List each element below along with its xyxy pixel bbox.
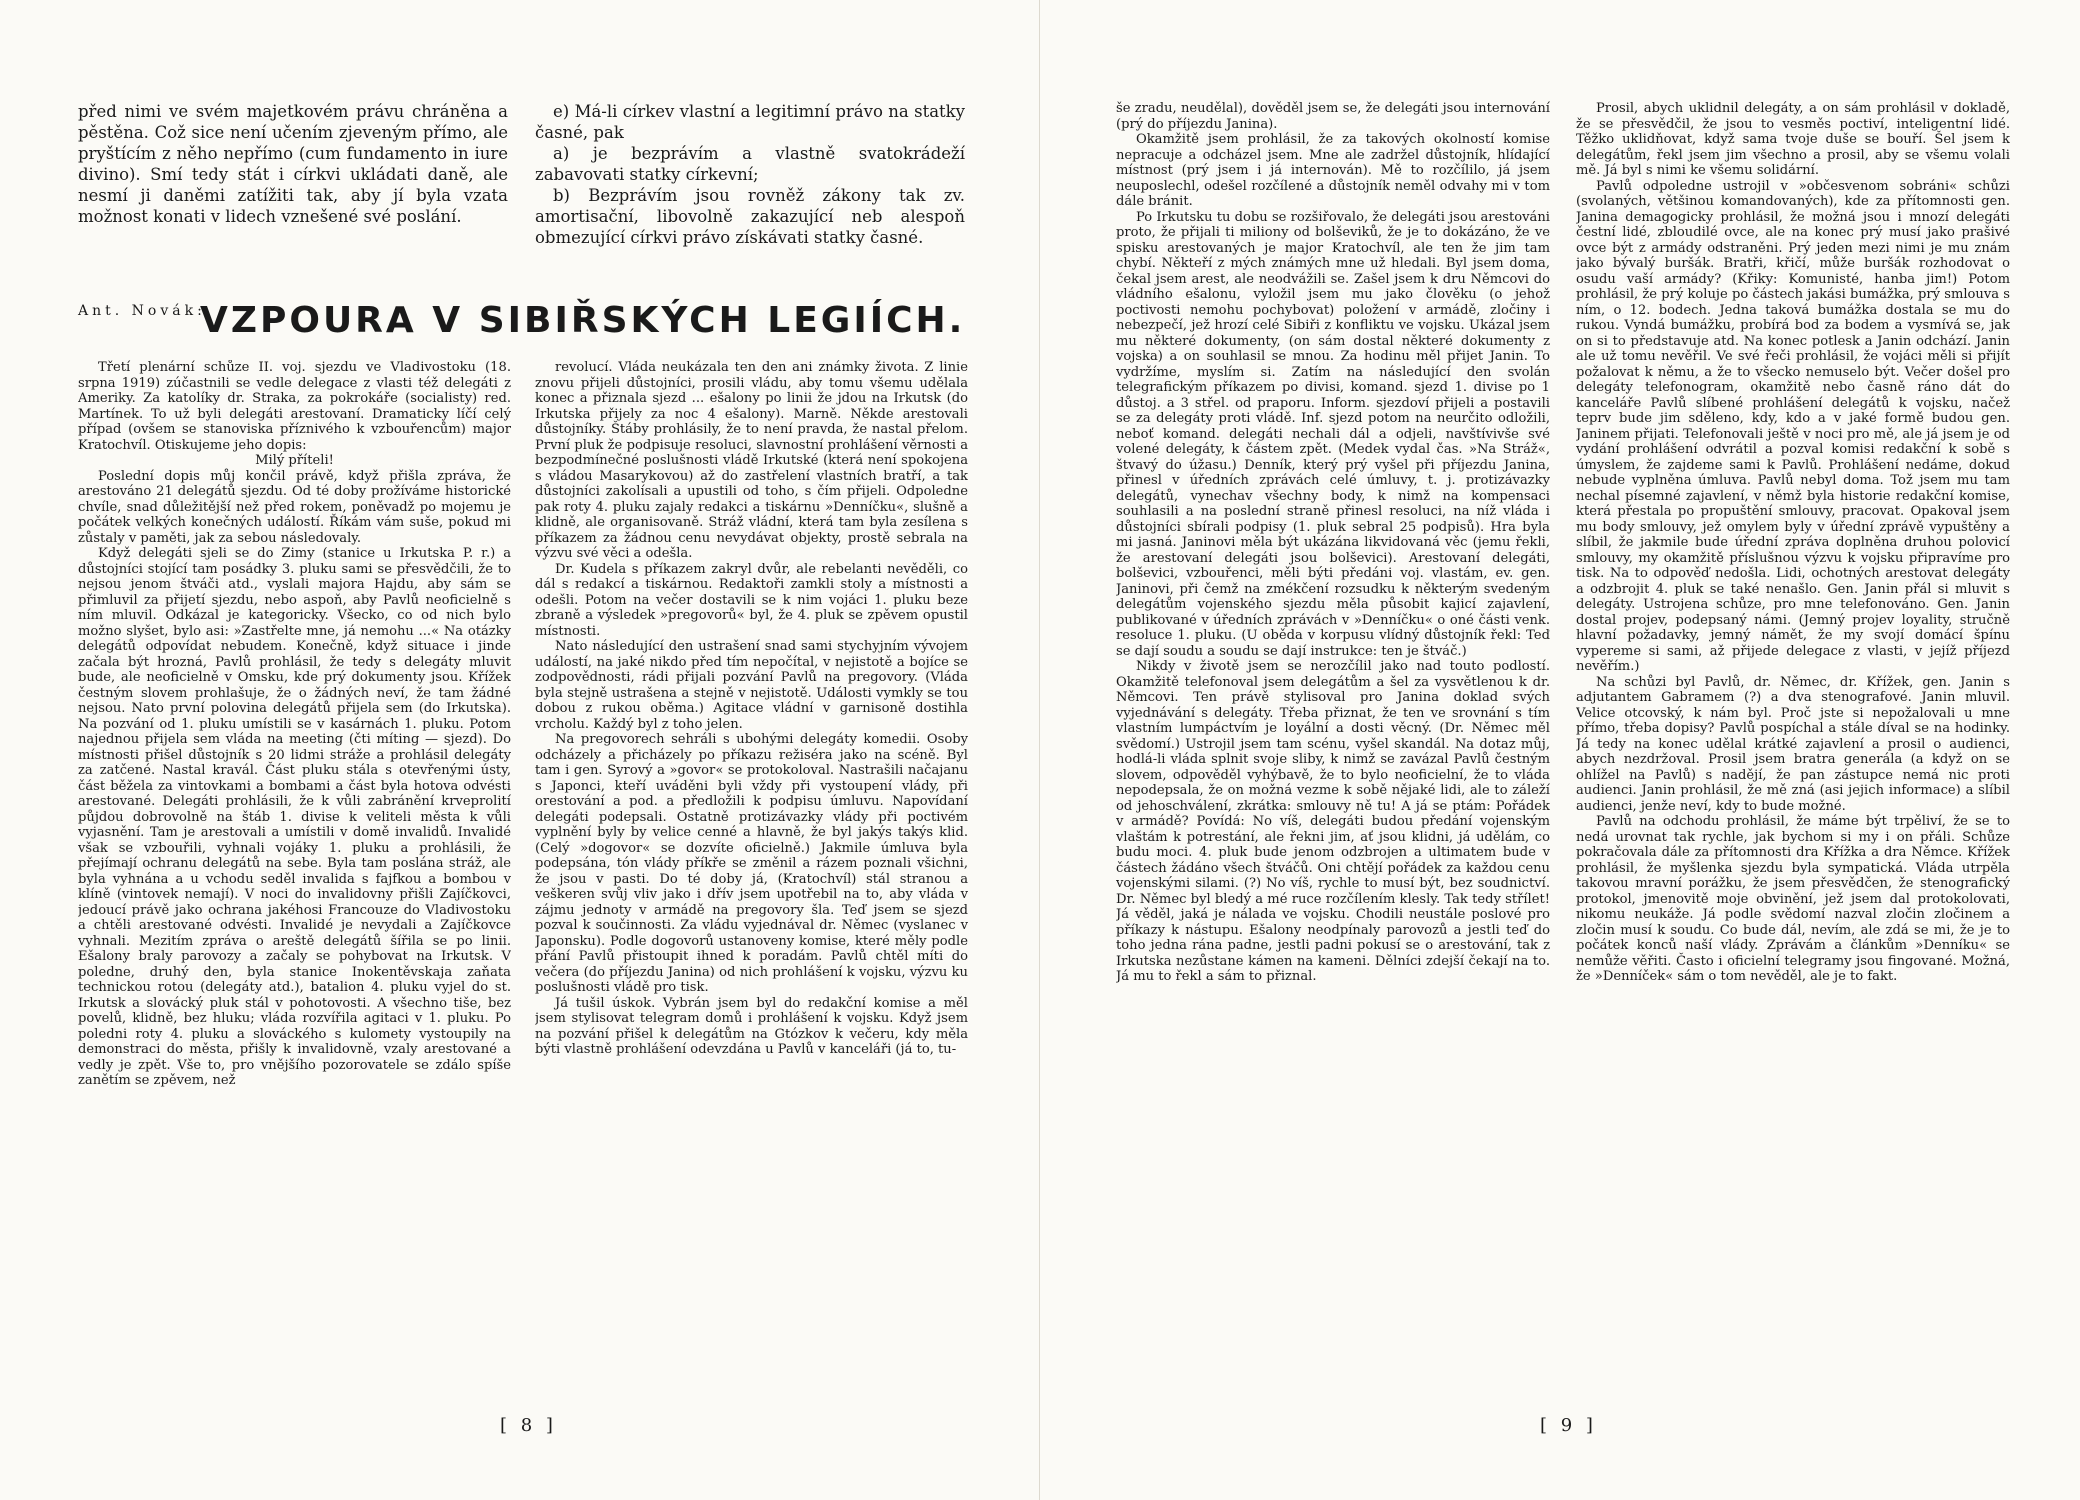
paragraph: še zradu, neudělal), dověděl jsem se, že delegáti jsou internování (prý do příjezdu Janina). [1116, 101, 1550, 132]
paragraph: Když delegáti sjeli se do Zimy (stanice u Irkutska P. r.) a důstojníci stojící tam posádky 3. pluku sami se přesvědčili, že to nejsou jenom štváči atd., vyslali majora Hajdu, aby sám se přimluvil za přijetí sjezdu, nebo aspoň, aby Pavlů neoficielně s ním mluvil. Odkázal je kategoricky. Všecko, co od nich bylo možno slyšet, bylo asi: »Zastřelte mne, já nemohu ...« Na otázky delegátů odpovídat nebudem. Konečně, když situace i jinde začala být hrozná, Pavlů prohlásil, že tedy s delegáty mluvit bude, ale neoficielně v Omsku, kde prý dokumenty jsou. Křížek čestným slovem prohlašuje, že o žádných neví, že tam žádné nejsou. Nato první polovina delegátů přijela sem (do Irkutska). Na pozvání od 1. pluku umístili se v kasárnách 1. pluku. Potom najednou přijela sem vláda na meeting (čti míting — sjezd). Do místnosti přišel důstojník s 20 lidmi stráže a prohlásil delegáty za zatčené. Nastal kravál. Část pluku stála s otevřenými ústy, část běžela za vintovkami a bombami a část byla hotova odvésti arestované. Delegáti prohlásili, že k vůli zabránění krveprolití půjdou dobrovolně na štáb 1. divise k veliteli města k vůli vyjasnění. Tam je arestovali a umístili v domě invalidů. Invalidé však se vzbouřili, vyhnali vojáky 1. pluku a prohlásili, že přejímají ochranu delegátů na sebe. Byla tam poslána stráž, ale byla vyhnána a u vchodu seděl invalida s fajfkou a bombou v klíně (vintovek nemají). V noci do invalidovny přišli Zajíčkovci, jedoucí právě jako ochrana jakéhosi Francouze do Vladivostoku a chtěli arestované odvésti. Invalidé je nevydali a Zajíčkovce vyhnali. Mezitím zpráva o areště delegátů šířila se po linii. Ešalony braly parovozy a začaly se pohybovat na Irkutsk. V poledne, druhý den, byla stanice Inokentěvskaja zaňata technickou rotou (delegáty atd.), batalion 4. pluku vyjel do st. Irkutsk a slovácký pluk stál v pohotovosti. A všechno tiše, bez povelů, klidně, bez hluku; vláda rozvířila agitaci v 1. pluku. Po poledni roty 4. pluku a slováckého s kulomety vystoupily na demonstraci do města, přišly k invalidovně, vzaly arestované a vedly je zpět. Vše to, pro vnějšího pozorovatele se zdálo spíše zanětím se zpěvem, než [78, 546, 511, 1088]
letter-salutation: Milý příteli! [255, 453, 334, 468]
paragraph: Okamžitě jsem prohlásil, že za takových okolností komise nepracuje a odcházel jsem. Mne ale zadržel důstojník, hlídající místnost (prý jsem i já internován). Mě to rozčílilo, já jsem neuposlechl, odešel rozčílené a důstojník neměl odvahy mi v tom dále bránit. [1116, 132, 1550, 209]
intro-paragraph: a) je bezprávím a vlastně svatokrádeží zabavovati statky církevní; [535, 144, 965, 184]
right-page [1040, 0, 2080, 1500]
paragraph: Poslední dopis můj končil právě, když přišla zpráva, že arestováno 21 delegátů sjezdu. Od té doby prožíváme historické chvíle, snad důležitější než před rokem, poněvadž po mojemu je počátek velkých konečných událostí. Říkám vám suše, pokud mi zůstaly v paměti, jak za sebou následovaly. [78, 468, 511, 546]
article-author: Ant. Novák: [78, 303, 206, 319]
article-title: VZPOURA V SIBIŘSKÝCH LEGIÍCH. [200, 300, 966, 341]
intro-column-2 [535, 101, 965, 271]
paragraph: Prosil, abych uklidnil delegáty, a on sám prohlásil v dokladě, že se přesvědčil, že jsou to vesměs poctiví, inteligentní lidé. Těžko uklidňovat, když sama tvoje duše se bouří. Šel jsem k delegátům, řekl jsem jim všechno a prosil, aby se všemu volali mě. Já byl s nimi ke všemu solidární. [1576, 101, 2010, 178]
paragraph: Dr. Kudela s příkazem zakryl dvůr, ale rebelanti nevěděli, co dál s redakcí a tiskárnou. Redaktoři zamkli stoly a místnosti a odešli. Potom na večer dostavili se k nim vojáci 1. pluku beze zbraně a výsledek »pregovorů« byl, že 4. pluk se zpěvem opustil místnosti. [535, 561, 968, 639]
intro-paragraph: b) Bezprávím jsou rovněž zákony tak zv. amortisační, libovolně zakazující neb alespoň obmezující církvi právo získávati statky časné. [535, 186, 965, 247]
paragraph: Po Irkutsku tu dobu se rozšiřovalo, že delegáti jsou arestováni proto, že přijali ti miliony od bolševiků, že je to dokázáno, že ve spisku arestovaných je major Kratochvíl, ale ten že jim tam chybí. Někteří z mých známých mne už hledali. Byl jsem doma, čekal jsem arest, ale neodvážili se. Zašel jsem k dru Němcovi do vládního ešalonu, vyložil jsem mu jako člověku (o jehož poctivosti nemohu pochybovat) položení v armádě, zločiny i nebezpečí, jež hrozí celé Sibiři z konfliktu ve vojsku. Ukázal jsem mu některé dokumenty, (on sám dostal některé dokumenty z vojska) a on souhlasil se mnou. Za hodinu měl přijet Janin. To vydržíme, myslím si. Zatím na následující den svolán telegrafickým příkazem po divisi, komand. sjezd 1. divise po 1 důstoj. a 3 střel. od praporu. Inform. sjezdoví přijeli a postavili se za delegáty proti vládě. Inf. sjezd potom na neurčito odložili, neboť komand. delegáti nechali dál a odjeli, navštívivše své volené delegáty, k částem zpět. (Medek vydal čas. »Na Stráž«, štvavý do úžasu.) Denník, který prý vyšel při příjezdu Janina, přinesl v úředních zprávách celé úmluvy, t. j. protizávazky delegátů, vynechav všechny body, k nimž na kompensaci souhlasili a na poslední straně přinesl resoluci, na níž vláda i důstojníci sbírali podpisy (1. pluk sebral 25 podpisů). Hra byla mi jasná. Janinovi měla být ukázána likvidovaná věc (jemu řekli, že arestovaní delegáti jsou bolševici). Arestovaní delegáti, bolševici, vzbouřenci, měli býti předáni voj. vlastám, ev. gen. Janinovi, při čemž na zmékčení rozsudku k některým svedeným delegátům vojenského sjezdu měla působit kajicí zajavlení, publikované v úředních zprávách v »Denníčku« o oné části venk. resoluce 1. pluku. (U oběda v korpusu vlídný důstojník řekl: Teď se dají soudu a soudu se dají instrukce: ten je štváč.) [1116, 209, 1550, 659]
paragraph: Třetí plenární schůze II. voj. sjezdu ve Vladivostoku (18. srpna 1919) zúčastnili se vedle delegace z vlasti též delegáti z Ameriky. Za katolíky dr. Straka, za pokrokáře (socialisty) red. Martínek. To už byli delegáti arestovaní. Dramaticky líčí celý případ (ovšem se stanoviska příznivého k vzbouřencům) major Kratochvíl. Otiskujeme jeho dopis: [78, 360, 511, 453]
paragraph: Pavlů odpoledne ustrojil v »občesvenom sobráni« schůzi (svolaných, většinou komandovaných), kde za přítomnosti gen. Janina demagogicky prohlásil, že možná jsou i mnozí delegáti čestní lidé, zbloudilé ovce, ale na konec prý musí jako prašivé ovce být z armády odstraněni. Prý jeden mezi nimi je mu znám jako bývalý buršák. Bratři, křičí, může buršák rozhodovat o osudu vaší armády? (Křiky: Komunisté, hanba jim!) Potom prohlásil, že prý koluje po částech jakási bumážka, prý smlouva s ním, o 12. bodech. Jedna taková bumážka dostala se mu do rukou. Vyndá bumážku, probírá bod za bodem a vysmívá se, jak on si to představuje atd. Na konec potlesk a Janin odchází. Janin ale už tomu nevěřil. Ve své řeči prohlásil, že vojáci měli si přijít požalovat k němu, a že to všecko nemuselo být. Večer došel pro delegáty telefonogram, okamžitě nebo časně ráno dát do kanceláře Pavlů slíbené prohlášení delegátů k vojsku, načež teprv bude jim sděleno, kdy, kdo a v jaké formě budou gen. Janinem přijati. Telefonovali ještě v noci pro mě, ale já jsem je od vydání prohlášení odvrátil a pozval komisi redakční k sobě s úmyslem, že zajdeme sami k Pavlů. Prohlášení nedáme, dokud nebude vyplněna úmluva. Pavlů nebyl doma. Tož jsem mu tam nechal písemné zajavlení, v němž byla historie redakční komise, která přestala po propuštění smlouvy, pracovat. Opakoval jsem mu body smlouvy, jež omylem byly v úřední zprávě vypuštěny a slíbil, že jakmile bude úřední zpráva doplněna druhou polovicí smlouvy, my okamžitě příslušnou výzvu k vojsku připravíme pro tisk. Na to odpověď nedošla. Lidi, ochotných arestovat delegáty a odzbrojit 4. pluk se také nenašlo. Gen. Janin přál si mluvit s delegáty. Ustrojena schůze, pro mne telefonováno. Gen. Janin dostal projev, podepsaný námi. (Jemný projev loyality, stručně hlavní požadavky, jemný námět, že my svojí domácí špínu vypereme si sami, až přijede delegace z vlasti, v jejíž příjezd nevěřím.) [1576, 178, 2010, 674]
page-number: [ 8 ] [500, 1415, 557, 1436]
intro-paragraph: před nimi ve svém majetkovém právu chráněna a pěstěna. Což sice není učením zjeveným přímo, ale pryštícím z něho nepřímo (cum fundamento in iure divino). Smí tedy stát i církvi ukládati daně, ale nesmí ji daněmi zatížiti tak, aby jí byla vzata možnost konati v lidech vznešené své poslání. [78, 102, 508, 226]
intro-column-1 [78, 101, 508, 271]
paragraph: revolucí. Vláda neukázala ten den ani známky života. Z linie znovu přijeli důstojníci, prosili vládu, aby tomu všemu udělala konec a přiznala sjezd ... ešalony po linii že jdou na Irkutsk (do Irkutska přijely za noc 4 ešalony). Marně. Někde arestovali důstojníky. Štáby prohlásily, že to není pravda, že nastal přelom. První pluk že podpisuje resoluci, slavnostní prohlášení věrnosti a bezpodmínečné poslušnosti vládě Irkutské (která není spokojena s vládou Masarykovou) až do zastřelení vlastních bratří, a tak důstojníci zakolísali a upustili od toho, s čím přijeli. Odpoledne pak roty 4. pluku zajaly redakci a tiskárnu »Denníčku«, slušně a klidně, ale organisovaně. Stráž vládní, která tam byla zesílena s příkazem za žádnou cenu nevydávat objekty, prostě sebrala na výzvu své věci a odešla. [535, 360, 968, 561]
page-number: [ 9 ] [1540, 1415, 1597, 1436]
article-column-2 [535, 360, 968, 1405]
paragraph: Já tušil úskok. Vybrán jsem byl do redakční komise a měl jsem stylisovat telegram domů i prohlášení k vojsku. Když jsem na pozvání přišel k delegátům na Gtózkov k večeru, kdy měla býti vlastně prohlášení odevzdána u Pavlů v kanceláři (já to, tu- [535, 995, 968, 1057]
article-column-1 [78, 360, 511, 1405]
article-column-4 [1576, 101, 2010, 1401]
intro-paragraph: e) Má-li církev vlastní a legitimní právo na statky časné, pak [535, 102, 965, 142]
article-column-3 [1116, 101, 1550, 1401]
paragraph: Nato následující den ustrašení snad sami stychyjním vývojem událostí, na jaké nikdo před tím nepočítal, v nejistotě a bojíce se zodpovědnosti, rádi přijali pozvání Pavlů na pregovory. (Vláda byla stejně ustrašena a stejně v nejistotě. Události vymkly se tou dobou z rukou oběma.) Agitace vládní v garnisoně dostihla vrcholu. Každý byl z toho jelen. [535, 639, 968, 732]
paragraph: Pavlů na odchodu prohlásil, že máme být trpěliví, že se to nedá urovnat tak rychle, jak bychom si my i on přáli. Schůze pokračovala dále za přítomnosti dra Křížka a dra Němce. Křížek prohlásil, že myšlenka sjezdu byla sympatická. Vláda utrpěla takovou mravní porážku, že jsem přesvědčen, že stenografický protokol, jmenovitě moje obvinění, jež jsem dal protokolovati, nikomu neukáže. Já podle svědomí nazval zločin zločinem a zločin musí k soudu. Co bude dál, nevím, ale zdá se mi, že je to počátek konců naší vlády. Zprávám a článkům »Denníku« se nemůže věřiti. Často i oficielní telegramy jsou fingované. Možná, že »Denníček« sám o tom nevěděl, ale je to fakt. [1576, 814, 2010, 984]
paragraph: Na pregovorech sehráli s ubohými delegáty komedii. Osoby odcházely a přicházely po příkazu režiséra jako na scéně. Byl tam i gen. Syrový a »govor« se protokoloval. Nastrašili načajanu s Japonci, kteří uváděni byli vždy při vystoupení vlády, při orestování a pod. a předložili k podpisu úmluvu. Napovídaní delegáti podepsali. Ostatně protizávazky vlády při poctivém vyplnění byly by velice cenné a hlavně, že byl jakýs takýs klid. (Celý »dogovor« se dozvíte oficielně.) Jakmile úmluva byla podepsána, tón vlády příkře se změnil a rázem poznali všichni, že jsou v pasti. Do té doby já, (Kratochvíl) stál stranou a veškeren svůj vliv jako i dřív jsem upotřebil na to, aby vláda v zájmu jednoty v armádě na pregovory šla. Teď jsem se sjezd pozval k součinnosti. Za vládu vyjednával dr. Němec (vyslanec v Japonsku). Podle dogovorů ustanoveny komise, které měly podle přání Pavlů přistoupit ihned k poradám. Pavlů chtěl míti do večera (do příjezdu Janina) od nich prohlášení k vojsku, výzvu ku poslušnosti vládě pro tisk. [535, 732, 968, 995]
paragraph: Nikdy v životě jsem se nerozčílil jako nad touto podlostí. Okamžitě telefonoval jsem delegátům a šel za vysvětlenou k dr. Němcovi. Ten právě stylisoval pro Janina doklad svých vyjednávání s delegáty. Třeba přiznat, že ten ve srovnání s tím vlastním lumpáctvím je loyální a dosti věcný. (Dr. Němec měl svědomí.) Ustrojil jsem tam scénu, vyšel skandál. Na dotaz můj, hodlá-li vláda splnit svoje sliby, k nimž se zavázal Pavlů čestným slovem, odpověděl vyhýbavě, že to bylo neoficielní, že to vláda nepodepsala, že on možná vezme k sobě nějaké lidi, ale to záleží od jehoschválení, zkrátka: smlouvy ně tu! A já se ptám: Pořádek v armádě? Povídá: No víš, delegáti budou předání vojenským vlaštám k potrestání, ale řekni jim, ať jsou klidni, já udělám, co budu moci. 4. pluk bude jenom odzbrojen a ultimatem bude v částech žádáno všech štváčů. Oni chtějí pořádek za každou cenu vojenskými silami. (?) No víš, rychle to musí být, bez soudnictví. Dr. Němec byl bledý a mé ruce rozčílením klesly. Tak tedy střílet! Já věděl, jaká je nálada ve vojsku. Chodili neustále poslové pro příkazy k nástupu. Ešalony neodpínaly parovozů a jestli teď do toho jedna rána padne, jestli padni pokusí se o arestování, tak z Irkutska nezůstane kámen na kameni. Dělníci zdejší čekají na to. Já mu to řekl a sám to přiznal. [1116, 659, 1550, 984]
paragraph: Na schůzi byl Pavlů, dr. Němec, dr. Křížek, gen. Janin s adjutantem Gabramem (?) a dva stenografové. Janin mluvil. Velice otcovský, k nám byl. Proč jste si nepožalovali u mne přímo, třeba dopisy? Pavlů pospíchal a stále díval se na hodinky. Já tedy na konec udělal krátké zajavlení a prosil o audienci, abych nezdržoval. Prosil jsem bratra generála (a když on se ohlížel na Pavlů) s nadějí, že pan zástupce nemá nic proti audienci. Janin prohlásil, že mě zná (asi jejich informace) a slíbil audienci, jenže neví, kdy to bude možné. [1576, 674, 2010, 814]
